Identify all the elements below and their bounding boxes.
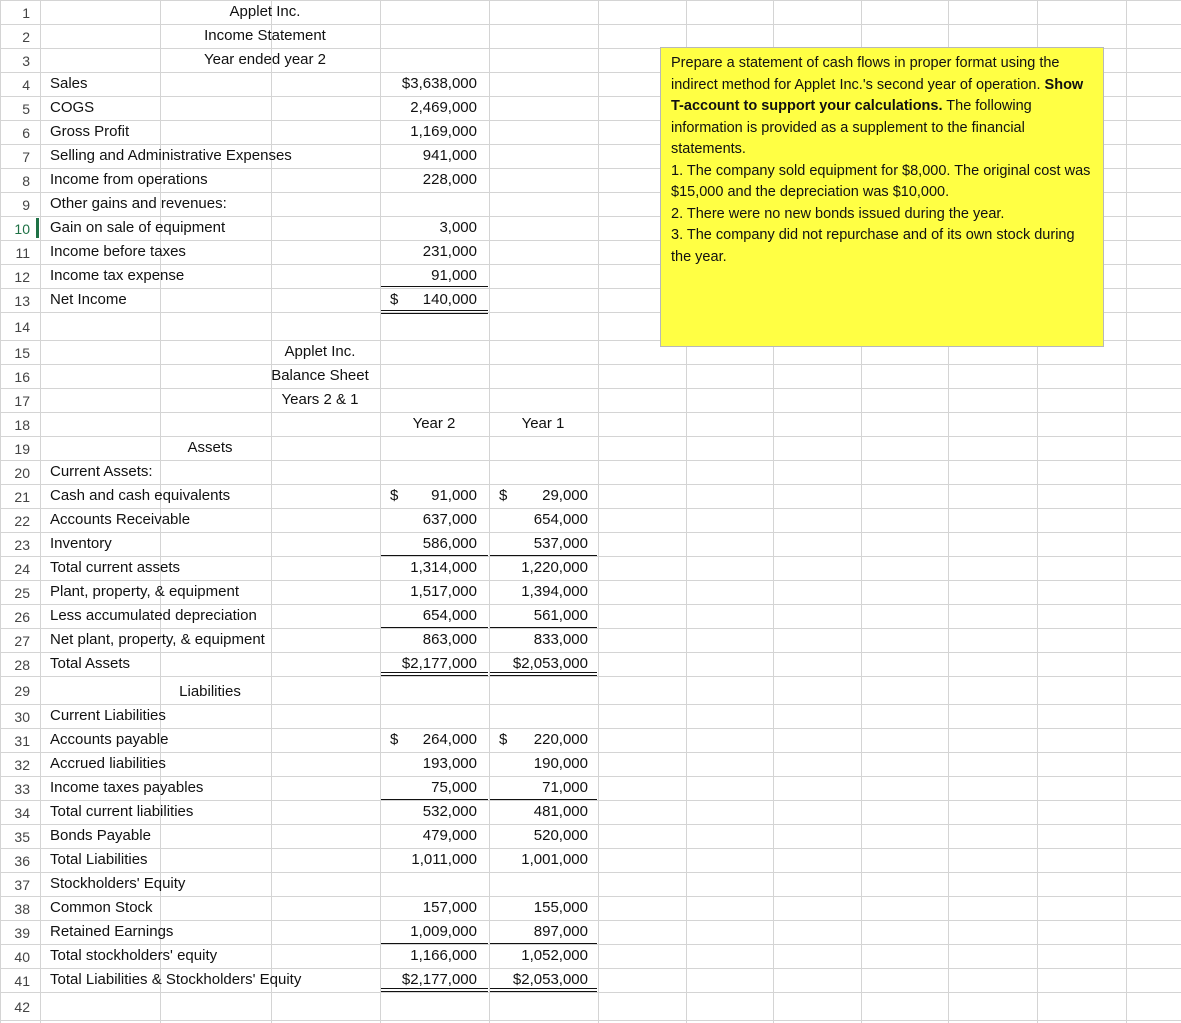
- row-header[interactable]: 27: [14, 633, 30, 649]
- income-ops-value[interactable]: 228,000: [422, 171, 477, 188]
- row-header[interactable]: 1: [22, 5, 30, 21]
- row-header[interactable]: 2: [22, 29, 30, 45]
- netppe-y2[interactable]: 863,000: [422, 631, 477, 648]
- sga-value[interactable]: 941,000: [422, 147, 477, 164]
- gross-profit-label: Gross Profit: [50, 123, 130, 140]
- cs-y1[interactable]: 155,000: [533, 899, 588, 916]
- note-bold: Show T-account to support your calculations.: [671, 76, 1084, 114]
- gross-profit-value[interactable]: 1,169,000: [410, 123, 477, 140]
- net-income-value[interactable]: [390, 291, 477, 309]
- year2-header: Year 2: [412, 415, 456, 432]
- row-header[interactable]: 25: [14, 585, 30, 601]
- currency-symbol: $: [390, 731, 399, 748]
- row-header[interactable]: 31: [14, 733, 30, 749]
- bs-title: Balance Sheet: [271, 367, 369, 384]
- row-header[interactable]: 38: [14, 901, 30, 917]
- tlse-label: Total Liabilities & Stockholders' Equity: [50, 971, 302, 988]
- row-header[interactable]: 6: [22, 125, 30, 141]
- ap-label: Accounts payable: [50, 731, 169, 748]
- ta-y1[interactable]: $2,053,000: [512, 655, 588, 672]
- row-header[interactable]: 33: [14, 781, 30, 797]
- row-header[interactable]: 34: [14, 805, 30, 821]
- other-gains-label: Other gains and revenues:: [50, 195, 227, 212]
- row-header[interactable]: 15: [14, 345, 30, 361]
- note-intro: Prepare a statement of cash flows in proper format using the indirect method for Applet Inc.'s second year of operation.: [671, 55, 1060, 93]
- current-liab-label: Current Liabilities: [50, 707, 166, 724]
- accrued-label: Accrued liabilities: [50, 755, 166, 772]
- row-header[interactable]: 8: [22, 173, 30, 189]
- cs-label: Common Stock: [50, 899, 153, 916]
- re-y2[interactable]: 1,009,000: [410, 923, 477, 940]
- note-item-1: 1. The company sold equipment for $8,000. The original cost was $15,000 and the depreciation was $10,000.: [671, 162, 1091, 200]
- note-paragraph: [671, 53, 1093, 161]
- bonds-y2[interactable]: 479,000: [422, 827, 477, 844]
- ap-y1[interactable]: [499, 731, 588, 749]
- sga-label: Selling and Administrative Expenses: [50, 147, 292, 164]
- pretax-label: Income before taxes: [50, 243, 186, 260]
- row-header[interactable]: 13: [14, 293, 30, 309]
- row-header[interactable]: 22: [14, 513, 30, 529]
- is-company: Applet Inc.: [229, 3, 301, 20]
- cash-label: Cash and cash equivalents: [50, 487, 231, 504]
- accdep-y1[interactable]: 561,000: [533, 607, 588, 624]
- inventory-y2[interactable]: 586,000: [422, 535, 477, 552]
- tca-y2[interactable]: 1,314,000: [410, 559, 477, 576]
- row-header[interactable]: 4: [22, 77, 30, 93]
- currency-symbol: $: [499, 731, 508, 748]
- instruction-note[interactable]: [660, 47, 1104, 347]
- row-header[interactable]: 11: [15, 245, 30, 261]
- inventory-label: Inventory: [50, 535, 112, 552]
- ar-y2[interactable]: 637,000: [422, 511, 477, 528]
- tax-label: Income tax expense: [50, 267, 185, 284]
- row-header[interactable]: 17: [14, 393, 30, 409]
- row-header[interactable]: 30: [14, 709, 30, 725]
- tcl-y1[interactable]: 481,000: [533, 803, 588, 820]
- tse-label: Total stockholders' equity: [50, 947, 218, 964]
- cogs-value[interactable]: 2,469,000: [410, 99, 477, 116]
- row-header[interactable]: 20: [14, 465, 30, 481]
- bonds-y1[interactable]: 520,000: [533, 827, 588, 844]
- currency-symbol: $: [390, 487, 399, 504]
- bs-company: Applet Inc.: [284, 343, 356, 360]
- year1-header: Year 1: [521, 415, 565, 432]
- row-header[interactable]: 9: [22, 197, 30, 213]
- row-header[interactable]: 24: [14, 561, 30, 577]
- row-header[interactable]: 29: [14, 683, 30, 699]
- sales-value[interactable]: $3,638,000: [401, 75, 477, 92]
- tse-y1[interactable]: 1,052,000: [521, 947, 588, 964]
- row-header[interactable]: 41: [14, 973, 30, 989]
- row-header[interactable]: 37: [14, 877, 30, 893]
- ta-label: Total Assets: [50, 655, 131, 672]
- currency-symbol: $: [390, 291, 399, 308]
- netppe-label: Net plant, property, & equipment: [50, 631, 265, 648]
- ap-y2[interactable]: [390, 731, 477, 749]
- pretax-value[interactable]: 231,000: [422, 243, 477, 260]
- cash-y1[interactable]: [499, 487, 588, 505]
- cogs-label: COGS: [50, 99, 95, 116]
- tcl-label: Total current liabilities: [50, 803, 194, 820]
- gain-sale-label: Gain on sale of equipment: [50, 219, 226, 236]
- tse-y2[interactable]: 1,166,000: [410, 947, 477, 964]
- amount: 264,000: [422, 731, 477, 748]
- is-title: Income Statement: [204, 27, 326, 44]
- accrued-y1[interactable]: 190,000: [533, 755, 588, 772]
- row-header[interactable]: 35: [14, 829, 30, 845]
- ppe-y2[interactable]: 1,517,000: [410, 583, 477, 600]
- row-header[interactable]: 39: [14, 925, 30, 941]
- row-header[interactable]: 26: [14, 609, 30, 625]
- amount: 29,000: [542, 487, 588, 504]
- ta-y2[interactable]: $2,177,000: [401, 655, 477, 672]
- accdep-label: Less accumulated depreciation: [50, 607, 257, 624]
- net-income-label: Net Income: [50, 291, 127, 308]
- row-header[interactable]: 36: [14, 853, 30, 869]
- bonds-label: Bonds Payable: [50, 827, 151, 844]
- note-after: The following information is provided as a supplement to the financial statements.: [671, 98, 1032, 157]
- ppe-label: Plant, property, & equipment: [50, 583, 239, 600]
- row-header[interactable]: 14: [14, 319, 30, 335]
- accdep-y2[interactable]: 654,000: [422, 607, 477, 624]
- amount: 91,000: [431, 487, 477, 504]
- row-header[interactable]: 10: [14, 221, 30, 237]
- is-period: Year ended year 2: [203, 51, 327, 68]
- ar-label: Accounts Receivable: [50, 511, 191, 528]
- ppe-y1[interactable]: 1,394,000: [521, 583, 588, 600]
- note-item-3: 3. The company did not repurchase and of its own stock during the year.: [671, 227, 1075, 265]
- liabilities-header: Liabilities: [179, 683, 241, 700]
- tcl-y2[interactable]: 532,000: [422, 803, 477, 820]
- amount: 140,000: [422, 291, 477, 308]
- cash-y2[interactable]: [390, 487, 477, 505]
- row-header[interactable]: 32: [14, 757, 30, 773]
- cs-y2[interactable]: 157,000: [422, 899, 477, 916]
- sales-label: Sales: [50, 75, 88, 92]
- tca-y1[interactable]: 1,220,000: [521, 559, 588, 576]
- income-ops-label: Income from operations: [50, 171, 208, 188]
- row-header[interactable]: 18: [14, 417, 30, 433]
- netppe-y1[interactable]: 833,000: [533, 631, 588, 648]
- row-header[interactable]: 5: [22, 101, 30, 117]
- row-header[interactable]: 12: [14, 269, 30, 285]
- tlse-y1[interactable]: $2,053,000: [512, 971, 588, 988]
- currency-symbol: $: [499, 487, 508, 504]
- row-header[interactable]: 42: [14, 999, 30, 1015]
- tca-label: Total current assets: [50, 559, 181, 576]
- assets-header: Assets: [187, 439, 233, 456]
- bs-period: Years 2 & 1: [281, 391, 359, 408]
- tax-value[interactable]: 91,000: [431, 267, 477, 284]
- row-header[interactable]: 40: [14, 949, 30, 965]
- tl-label: Total Liabilities: [50, 851, 148, 868]
- accrued-y2[interactable]: 193,000: [422, 755, 477, 772]
- re-label: Retained Earnings: [50, 923, 174, 940]
- row-header[interactable]: 28: [14, 657, 30, 673]
- itp-label: Income taxes payables: [50, 779, 204, 796]
- se-label: Stockholders' Equity: [50, 875, 186, 892]
- current-assets-label: Current Assets:: [50, 463, 153, 480]
- re-y1[interactable]: 897,000: [533, 923, 588, 940]
- row-header[interactable]: 23: [14, 537, 30, 553]
- row-header[interactable]: 7: [22, 149, 30, 165]
- tlse-y2[interactable]: $2,177,000: [401, 971, 477, 988]
- row-header[interactable]: 21: [14, 489, 30, 505]
- row-header[interactable]: 3: [22, 53, 30, 69]
- amount: 220,000: [533, 731, 588, 748]
- note-item-2: 2. There were no new bonds issued during the year.: [671, 205, 1005, 222]
- itp-y1[interactable]: 71,000: [542, 779, 588, 796]
- row-header[interactable]: 16: [14, 369, 30, 385]
- inventory-y1[interactable]: 537,000: [533, 535, 588, 552]
- itp-y2[interactable]: 75,000: [431, 779, 477, 796]
- gain-sale-value[interactable]: 3,000: [439, 219, 477, 236]
- ar-y1[interactable]: 654,000: [533, 511, 588, 528]
- row-header[interactable]: 19: [14, 441, 30, 457]
- tl-y1[interactable]: 1,001,000: [521, 851, 588, 868]
- tl-y2[interactable]: 1,011,000: [411, 851, 477, 868]
